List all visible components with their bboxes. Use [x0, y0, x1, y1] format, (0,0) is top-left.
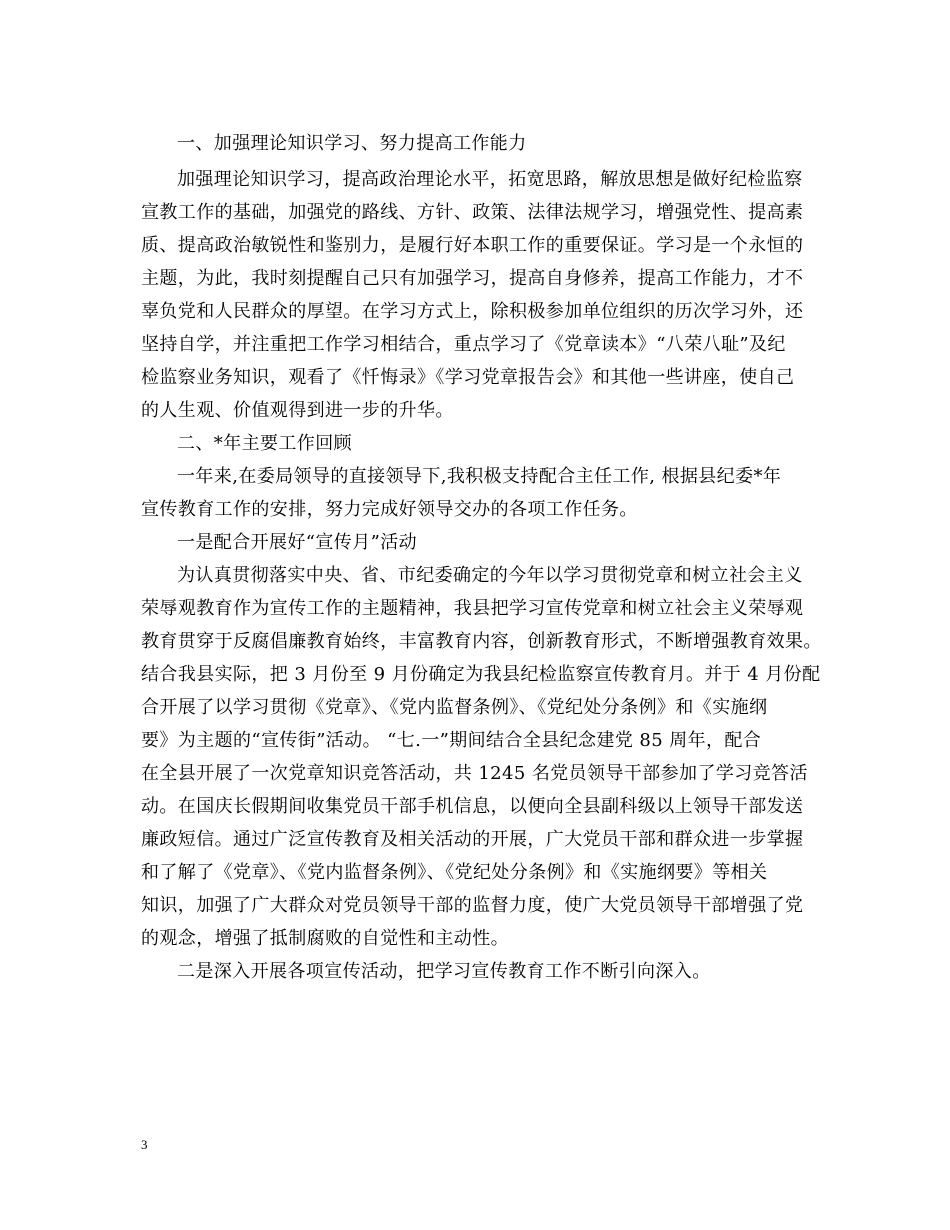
paragraph-line: 要》为主题的“宣传街”活动。 “七.一”期间结合全县纪念建党 85 周年，配合 — [141, 730, 762, 751]
paragraph-line: 教育贯穿于反腐倡廉教育始终，丰富教育内容，创新教育形式，不断增强教育效果。 — [141, 631, 822, 652]
paragraph-line: 宣传教育工作的安排，努力完成好领导交办的各项工作任务。 — [141, 499, 638, 520]
paragraph-line: 荣辱观教育作为宣传工作的主题精神，我县把学习宣传党章和树立社会主义荣辱观 — [141, 598, 804, 619]
paragraph-line: 在全县开展了一次党章知识竞答活动，共 1245 名党员领导干部参加了学习竞答活 — [141, 763, 808, 784]
paragraph-line: 质、提高政治敏锐性和鉴别力，是履行好本职工作的重要保证。学习是一个永恒的 — [141, 235, 804, 256]
paragraph-line: 和了解了《党章》、《党内监督条例》、《党纪处分条例》和《实施纲要》等相关 — [141, 862, 768, 883]
paragraph-line: 检监察业务知识，观看了《忏悔录》《学习党章报告会》和其他一些讲座，使自己 — [141, 367, 795, 388]
paragraph-line: 一年来,在委局领导的直接领导下,我积极支持配合主任工作, 根据县纪委*年 — [177, 466, 782, 487]
paragraph-line: 廉政短信。通过广泛宣传教育及相关活动的开展，广大党员干部和群众进一步掌握 — [141, 829, 804, 850]
paragraph-line: 结合我县实际，把 3 月份至 9 月份确定为我县纪检监察宣传教育月。并于 4 月份配 — [141, 664, 821, 685]
section-heading-1: 一、加强理论知识学习、努力提高工作能力 — [177, 133, 527, 154]
paragraph-line: 为认真贯彻落实中央、省、市纪委确定的今年以学习贯彻党章和树立社会主义 — [177, 565, 803, 586]
paragraph-line: 合开展了以学习贯彻《党章》、《党内监督条例》、《党纪处分条例》和《实施纲 — [141, 697, 768, 718]
paragraph-line: 加强理论知识学习，提高政治理论水平，拓宽思路，解放思想是做好纪检监察 — [177, 169, 803, 190]
paragraph-line: 主题，为此，我时刻提醒自己只有加强学习，提高自身修养，提高工作能力，才不 — [141, 268, 804, 289]
paragraph-line: 的观念，增强了抵制腐败的自觉性和主动性。 — [141, 928, 509, 949]
paragraph-line: 坚持自学，并注重把工作学习相结合，重点学习了《党章读本》“八荣八耻”及纪 — [141, 334, 786, 355]
subsection-heading-2: 二是深入开展各项宣传活动，把学习宣传教育工作不断引向深入。 — [177, 961, 711, 982]
paragraph-line: 的人生观、价值观得到进一步的升华。 — [141, 400, 454, 421]
paragraph-line: 知识，加强了广大群众对党员领导干部的监督力度，使广大党员领导干部增强了党 — [141, 895, 804, 916]
paragraph-line: 动。在国庆长假期间收集党员干部手机信息，以便向全县副科级以上领导干部发送 — [141, 796, 804, 817]
paragraph-line: 辜负党和人民群众的厚望。在学习方式上，除积极参加单位组织的历次学习外，还 — [141, 301, 804, 322]
page-number: 3 — [141, 1137, 148, 1152]
paragraph-line: 宣教工作的基础，加强党的路线、方针、政策、法律法规学习，增强党性、提高素 — [141, 202, 804, 223]
subsection-heading-1: 一是配合开展好“宣传月”活动 — [177, 532, 418, 553]
section-heading-2: 二、*年主要工作回顾 — [177, 433, 352, 454]
